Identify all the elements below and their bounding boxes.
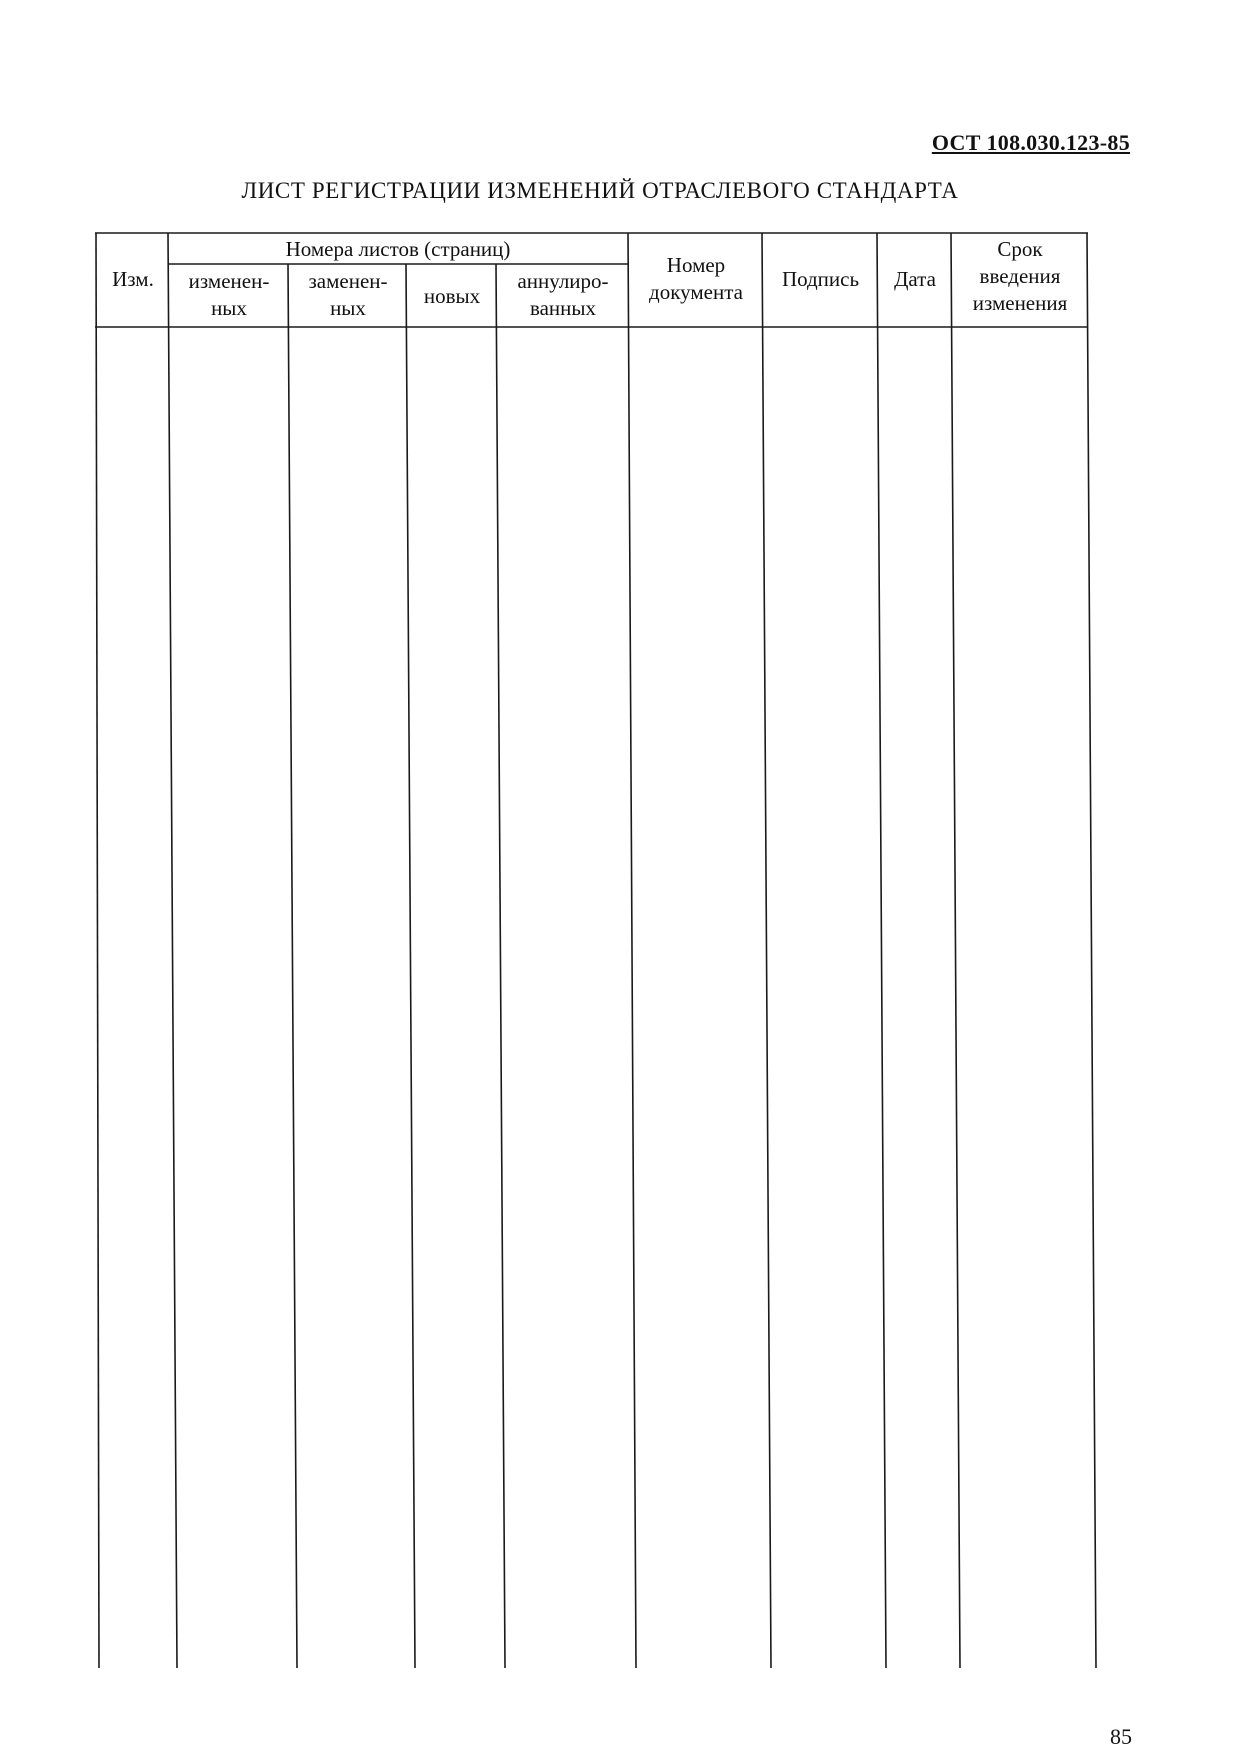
col-line-6 (762, 233, 771, 1668)
col-group-header-sheet-numbers: Номера листов (страниц) (285, 237, 511, 261)
col-line-1 (168, 233, 177, 1668)
col-line-7 (877, 233, 886, 1668)
col-header-signature: Подпись (781, 267, 860, 291)
col-header-document-number: Номер документа (649, 253, 743, 304)
col-header-replaced: заменен- ных (308, 269, 388, 320)
page-number: 85 (1110, 1724, 1132, 1749)
col-header-annulled: аннулиро- ванных (517, 269, 609, 320)
col-line-4 (496, 264, 505, 1668)
col-line-2 (288, 264, 297, 1668)
col-header-change: Изм. (112, 267, 154, 291)
col-line-9 (1087, 233, 1096, 1668)
col-line-8 (951, 233, 960, 1668)
col-header-changed: изменен- ных (188, 269, 270, 320)
col-line-3 (406, 264, 415, 1668)
col-header-new: новых (423, 284, 481, 308)
col-line-5 (628, 233, 636, 1668)
col-header-deadline: Срок введения изменения (972, 237, 1068, 315)
document-code: ОСТ 108.030.123-85 (931, 130, 1130, 155)
sheet-title: ЛИСТ РЕГИСТРАЦИИ ИЗМЕНЕНИЙ ОТРАСЛЕВОГО СТАНДАРТА (241, 178, 959, 203)
col-header-date: Дата (894, 267, 936, 291)
col-line-0 (96, 233, 99, 1668)
